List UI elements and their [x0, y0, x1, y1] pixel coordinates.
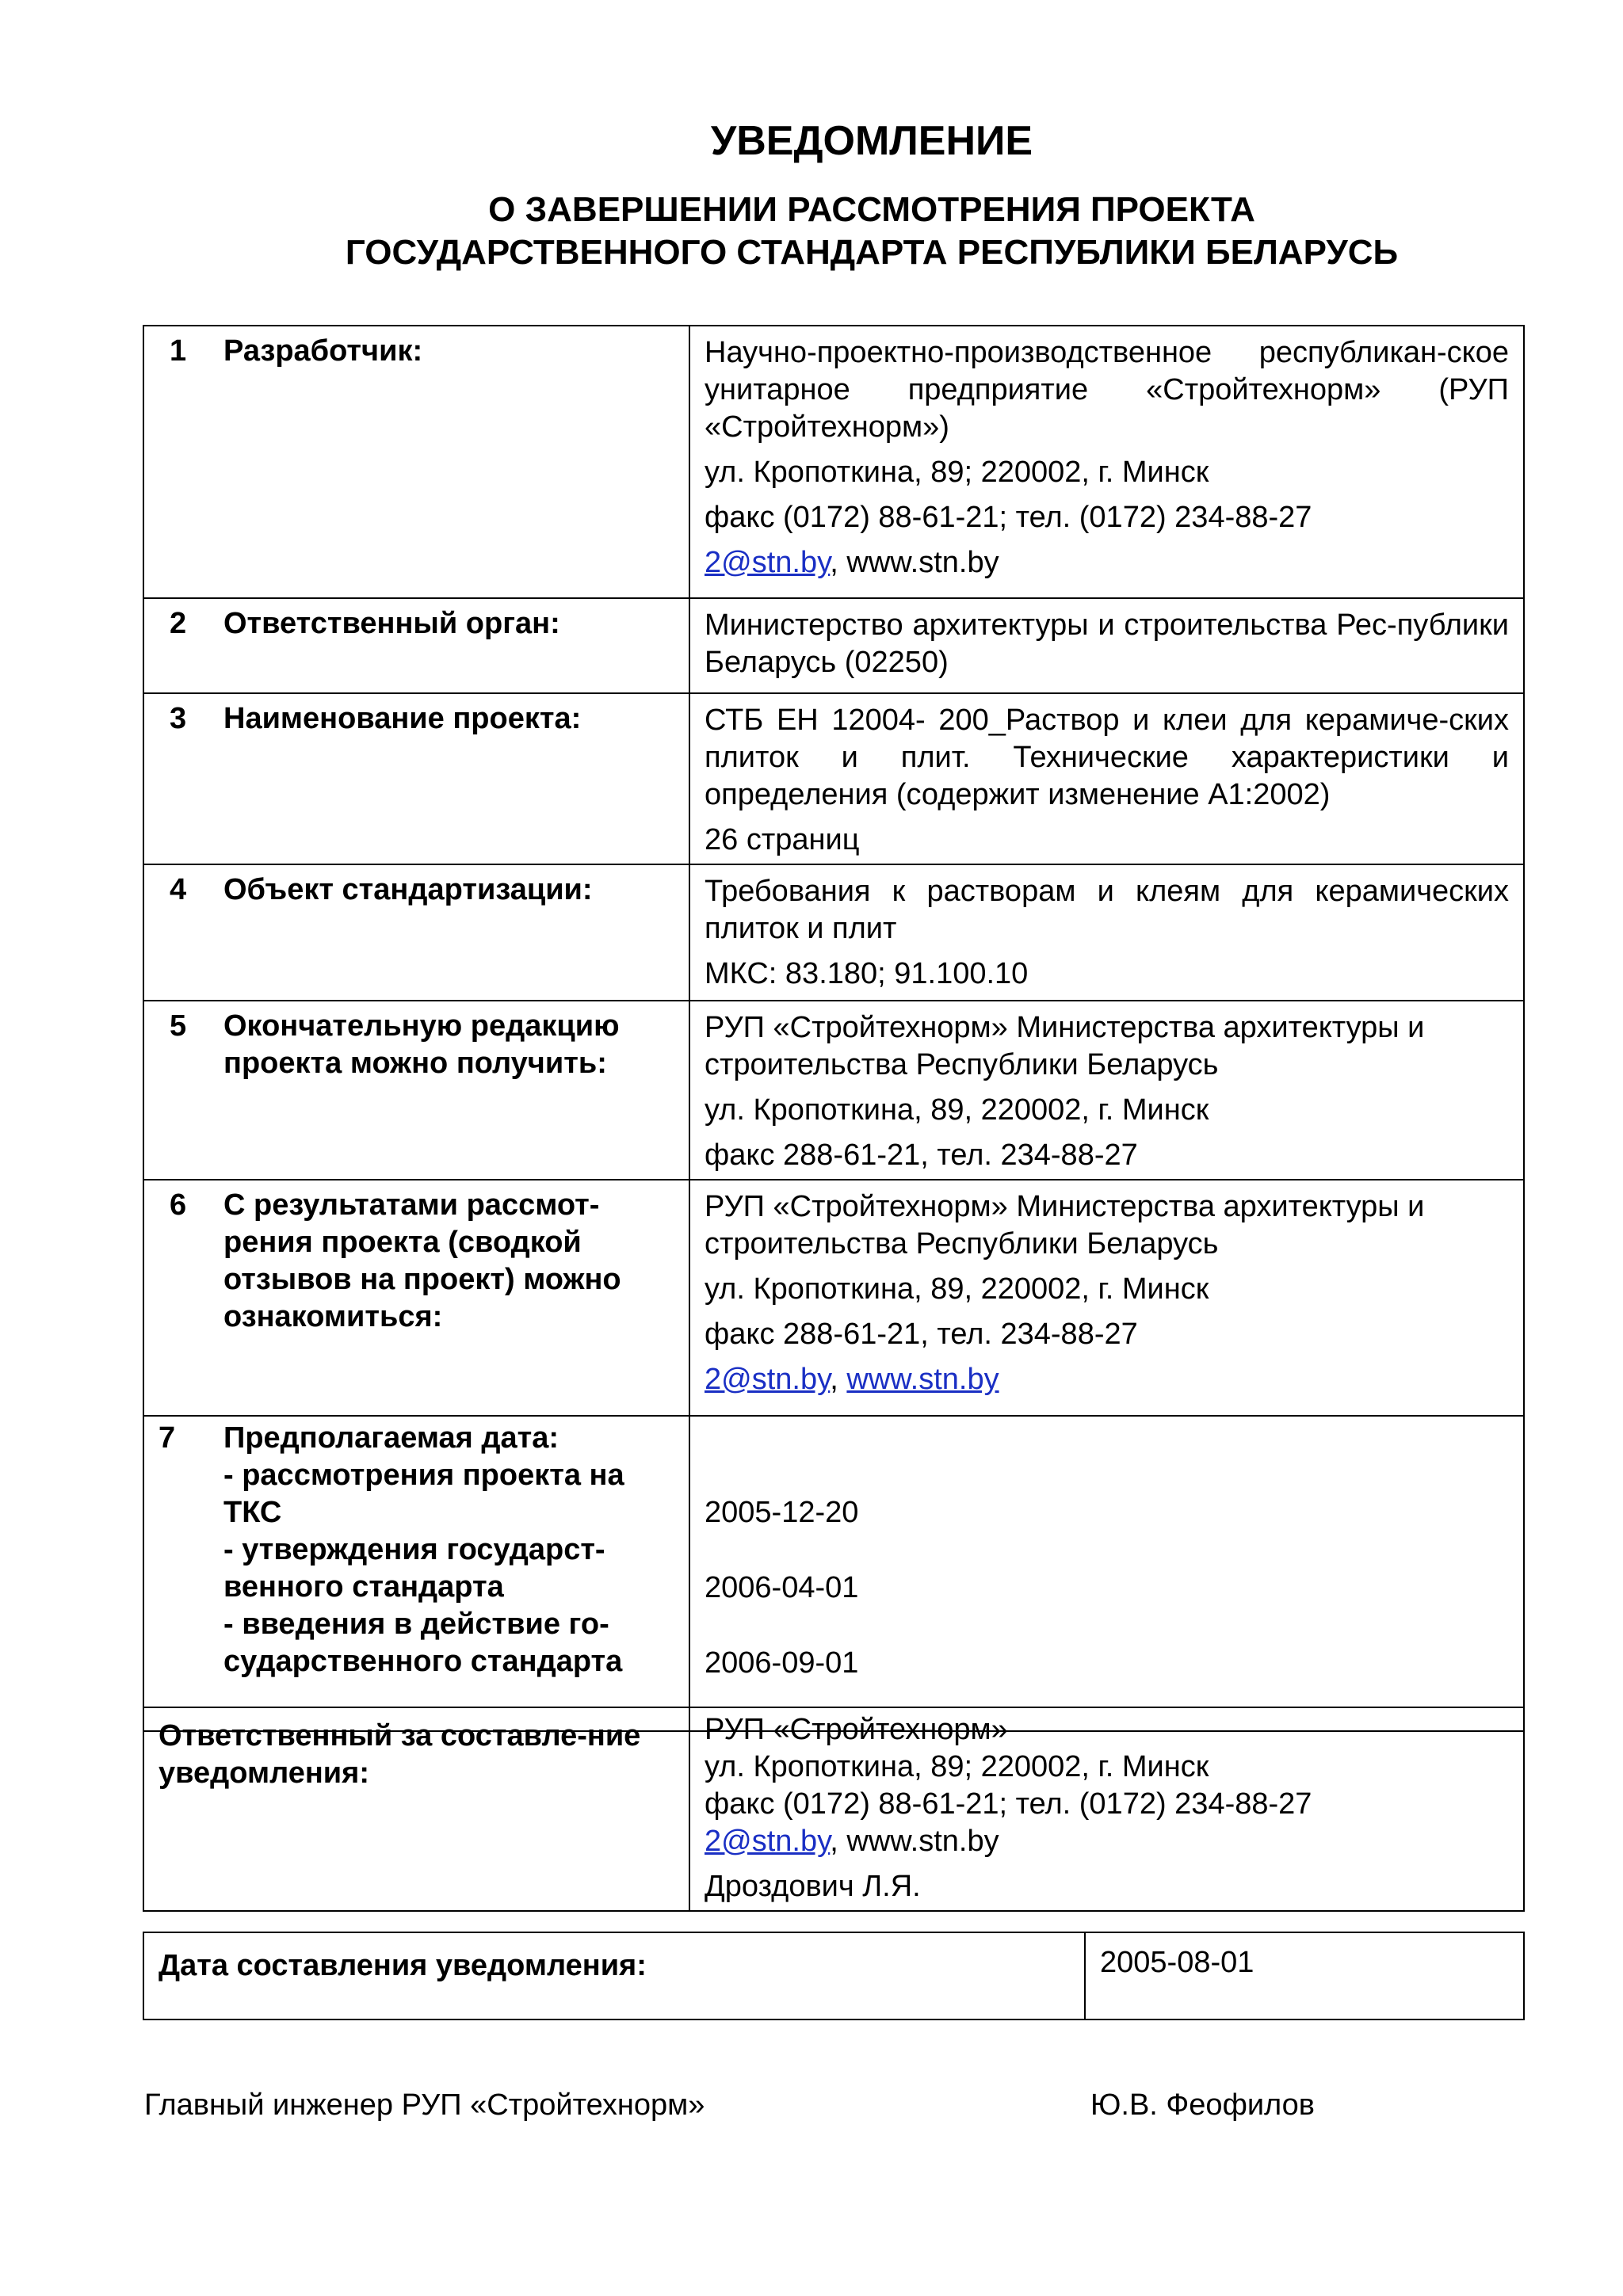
- final-edition-org: РУП «Стройтехнорм» Министерства архитектуры и строительства Республики Беларусь: [705, 1011, 1425, 1081]
- row-label: Ответственный орган:: [223, 607, 560, 640]
- row-value: [689, 326, 1524, 598]
- table-row-review-results: [143, 1180, 1524, 1416]
- email-link[interactable]: 2@stn.by: [705, 1363, 831, 1396]
- email-link[interactable]: 2@stn.by: [705, 546, 831, 579]
- subtitle-line-2: ГОСУДАРСТВЕННОГО СТАНДАРТА РЕСПУБЛИКИ БЕЛАРУСЬ: [345, 233, 1399, 272]
- developer-org: Научно-проектно-производственное республикан-ское унитарное предприятие «Стройтехнорм» (РУП «Стройтехнорм»): [705, 336, 1509, 444]
- subtitle-line-1: О ЗАВЕРШЕНИИ РАССМОТРЕНИЯ ПРОЕКТА: [488, 190, 1255, 229]
- responsible-org: РУП «Стройтехнорм»: [705, 1713, 1008, 1746]
- table-row-standardization-object: [143, 864, 1524, 1001]
- date-label-approval: - утверждения государст-венного стандарта: [223, 1533, 605, 1604]
- row-number: 6: [170, 1188, 187, 1222]
- table-row-responsible-body: [143, 598, 1524, 693]
- table-row-developer: [143, 326, 1524, 598]
- date-row: [143, 1932, 1524, 2019]
- responsible-label: Ответственный за составле-ние уведомления:: [143, 1707, 689, 1911]
- email-link[interactable]: 2@stn.by: [705, 1825, 831, 1858]
- document-title: УВЕДОМЛЕНИЕ: [710, 118, 1033, 164]
- developer-contacts: 2@stn.by, www.stn.by: [705, 546, 999, 579]
- date-table: [143, 1932, 1525, 2020]
- dates-heading: Предполагаемая дата:: [223, 1421, 559, 1455]
- row-label: [211, 1420, 667, 1680]
- responsible-row: [143, 1707, 1524, 1911]
- responsible-body: Министерство архитектуры и строительства Рес-публики Беларусь (02250): [705, 608, 1509, 679]
- table-row-project-name: [143, 693, 1524, 864]
- row-value: [689, 693, 1524, 864]
- review-contacts: 2@stn.by, www.stn.by: [705, 1363, 999, 1396]
- table-row-final-edition: [143, 1001, 1524, 1180]
- date-approval: 2006-04-01: [705, 1571, 859, 1604]
- row-label: Окончательную редакцию проекта можно получить:: [223, 1009, 620, 1080]
- row-value: [689, 1180, 1524, 1416]
- website-link[interactable]: www.stn.by: [846, 1363, 999, 1396]
- document-subtitle: [158, 189, 1585, 274]
- date-effective: 2006-09-01: [705, 1646, 859, 1680]
- row-number: 2: [170, 607, 187, 640]
- row-value: [689, 864, 1524, 1001]
- responsible-address: ул. Кропоткина, 89; 220002, г. Минск: [705, 1750, 1209, 1783]
- developer-phone: факс (0172) 88-61-21; тел. (0172) 234-88-27: [705, 501, 1312, 534]
- website-text: www.stn.by: [846, 1825, 999, 1858]
- review-phone: факс 288-61-21, тел. 234-88-27: [705, 1318, 1138, 1351]
- website-text: www.stn.by: [846, 546, 999, 579]
- final-edition-address: ул. Кропоткина, 89, 220002, г. Минск: [705, 1093, 1209, 1127]
- row-value: [689, 1416, 1524, 1731]
- date-label: Дата составления уведомления:: [143, 1932, 1085, 2019]
- standardization-object: Требования к растворам и клеям для керамических плиток и плит: [705, 875, 1509, 945]
- date-value: 2005-08-01: [1085, 1932, 1524, 2019]
- row-number: 7: [158, 1421, 176, 1455]
- row-value: [689, 1001, 1524, 1180]
- review-address: ул. Кропоткина, 89, 220002, г. Минск: [705, 1272, 1209, 1306]
- table-row-expected-dates: [143, 1416, 1524, 1731]
- developer-address: ул. Кропоткина, 89; 220002, г. Минск: [705, 456, 1209, 489]
- responsible-value: [689, 1707, 1524, 1911]
- responsible-phone: факс (0172) 88-61-21; тел. (0172) 234-88-27: [705, 1787, 1312, 1821]
- signatory-position: Главный инженер РУП «Стройтехнорм»: [144, 2088, 705, 2122]
- project-pages: 26 страниц: [705, 823, 860, 856]
- main-info-table: [143, 325, 1525, 1732]
- mks-codes: МКС: 83.180; 91.100.10: [705, 957, 1029, 990]
- date-label-effective: - введения в действие го-сударственного стандарта: [223, 1608, 623, 1678]
- responsible-person: Дроздович Л.Я.: [705, 1870, 921, 1903]
- project-name: СТБ ЕН 12004- 200_Раствор и клеи для керамиче-ских плиток и плит. Технические характеристики и определения (содержит изменение А1:2002): [705, 704, 1509, 811]
- final-edition-phone: факс 288-61-21, тел. 234-88-27: [705, 1138, 1138, 1172]
- row-number: 1: [170, 334, 187, 368]
- row-label: С результатами рассмот-рения проекта (сводкой отзывов на проект) можно ознакомиться:: [223, 1188, 621, 1333]
- row-value: [689, 598, 1524, 693]
- date-label-review: - рассмотрения проекта на ТКС: [223, 1459, 624, 1529]
- row-number: 5: [170, 1009, 187, 1043]
- row-number: 4: [170, 873, 187, 906]
- row-label: Объект стандартизации:: [223, 873, 593, 906]
- date-review: 2005-12-20: [705, 1496, 859, 1529]
- responsible-contacts: 2@stn.by, www.stn.by: [705, 1825, 999, 1858]
- signatory-name: Ю.В. Феофилов: [1090, 2088, 1315, 2122]
- responsible-table: [143, 1707, 1525, 1912]
- row-label: Наименование проекта:: [223, 702, 582, 735]
- row-label: Разработчик:: [223, 334, 423, 368]
- row-number: 3: [170, 702, 187, 735]
- review-org: РУП «Стройтехнорм» Министерства архитектуры и строительства Республики Беларусь: [705, 1190, 1425, 1261]
